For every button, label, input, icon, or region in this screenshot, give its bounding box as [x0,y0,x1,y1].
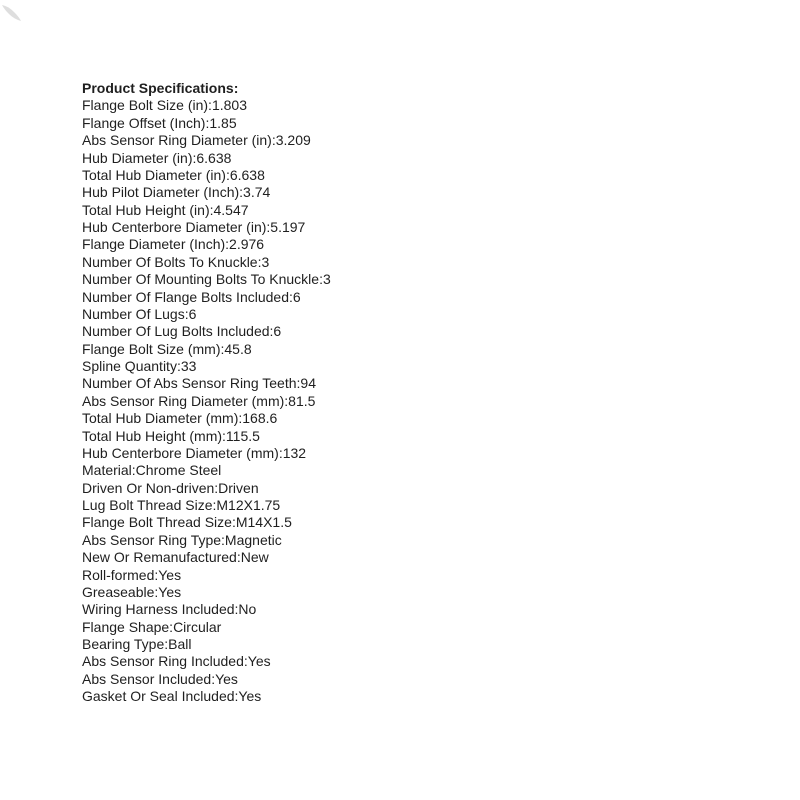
spec-line: Material:Chrome Steel [82,462,222,479]
spec-line: Total Hub Diameter (in):6.638 [82,166,265,183]
spec-line: Gasket Or Seal Included:Yes [82,688,262,705]
spec-line: Roll-formed:Yes [82,566,182,583]
spec-line: Total Hub Diameter (mm):168.6 [82,410,278,427]
spec-line: Abs Sensor Ring Type:Magnetic [82,531,282,548]
spec-line: Flange Offset (Inch):1.85 [82,114,237,131]
spec-line: Number Of Lug Bolts Included:6 [82,323,282,340]
spec-line: Greaseable:Yes [82,583,182,600]
spec-line: Number Of Flange Bolts Included:6 [82,288,301,305]
spec-line: Total Hub Height (in):4.547 [82,201,249,218]
spec-line: Wiring Harness Included:No [82,601,257,618]
spec-line: Spline Quantity:33 [82,358,197,374]
spec-line: Hub Diameter (in):6.638 [82,149,232,166]
spec-line: Lug Bolt Thread Size:M12X1.75 [82,497,281,513]
spec-line: Flange Diameter (Inch):2.976 [82,236,265,253]
spec-line: Flange Bolt Size (in):1.803 [82,97,247,114]
spec-content [82,80,331,706]
spec-line: Number Of Abs Sensor Ring Teeth:94 [82,375,316,392]
spec-line: Hub Centerbore Diameter (mm):132 [82,444,307,461]
spec-line: Hub Pilot Diameter (Inch):3.74 [82,184,271,201]
spec-line: New Or Remanufactured:New [82,549,269,566]
spec-line: Abs Sensor Included:Yes [82,670,238,687]
spec-line: Hub Centerbore Diameter (in):5.197 [82,219,306,235]
corner-smudge-mark [0,0,30,30]
spec-line: Abs Sensor Ring Included:Yes [82,653,271,670]
spec-line: Driven Or Non-driven:Driven [82,479,259,496]
spec-line: Abs Sensor Ring Diameter (mm):81.5 [82,392,316,409]
spec-line: Total Hub Height (mm):115.5 [82,427,260,444]
spec-title: Product Specifications: [82,80,239,96]
spec-line: Flange Bolt Thread Size:M14X1.5 [82,514,292,531]
spec-line: Abs Sensor Ring Diameter (in):3.209 [82,132,311,149]
spec-line: Number Of Bolts To Knuckle:3 [82,253,270,270]
spec-line: Flange Bolt Size (mm):45.8 [82,340,252,357]
spec-line: Flange Shape:Circular [82,618,222,635]
spec-list [82,97,331,705]
spec-line: Number Of Lugs:6 [82,305,197,322]
spec-line: Number Of Mounting Bolts To Knuckle:3 [82,271,331,288]
spec-line: Bearing Type:Ball [82,636,192,652]
